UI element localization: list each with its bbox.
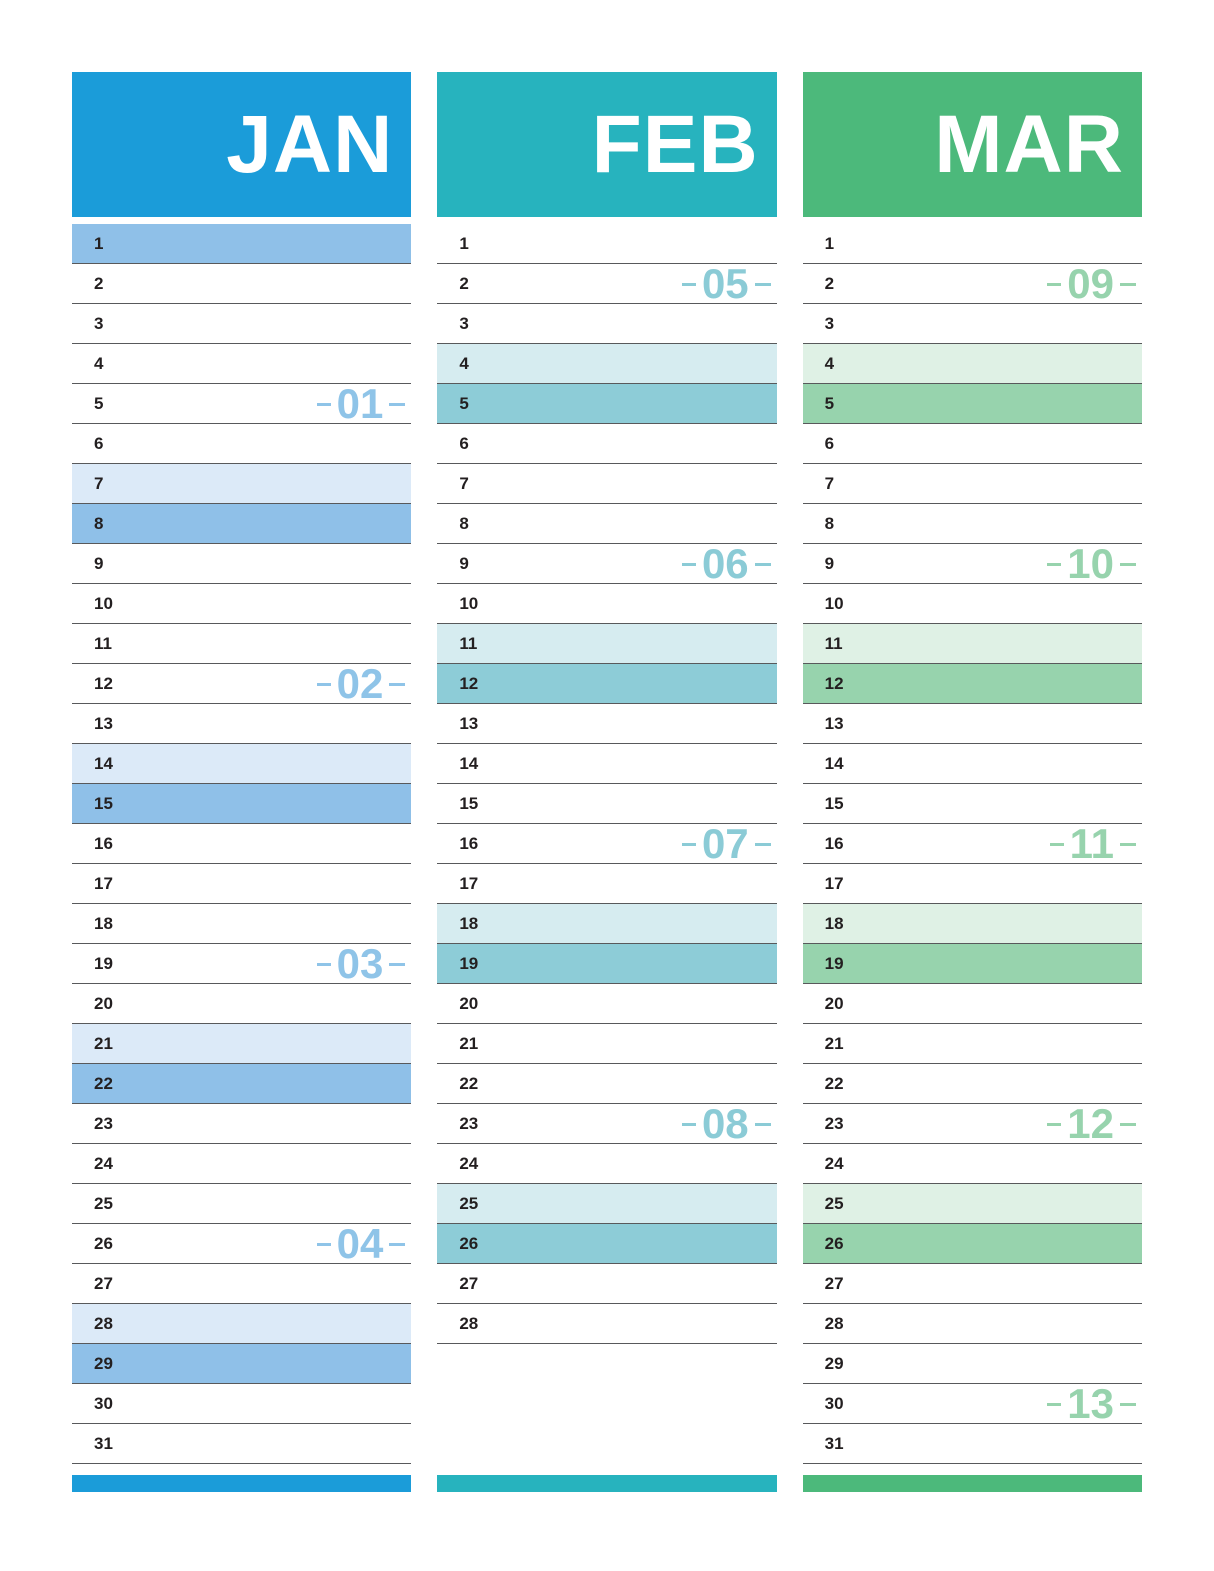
day-number: 22 [459,1074,479,1093]
day-number: 21 [824,1034,844,1053]
day-number: 12 [94,674,113,693]
month-footer-bar [72,1475,411,1492]
day-row[interactable] [803,540,1142,587]
day-row-highlight [803,1184,1142,1223]
day-row[interactable] [803,1144,1142,1184]
day-number: 1 [94,234,104,253]
day-number: 26 [94,1234,113,1253]
day-row[interactable] [803,1264,1142,1304]
day-number: 21 [459,1034,479,1053]
day-number: 10 [94,594,113,613]
day-list [437,224,776,1344]
day-row[interactable] [72,904,411,944]
day-number: 18 [824,914,844,933]
day-row[interactable] [72,704,411,744]
day-number: 21 [94,1034,113,1053]
day-number: 18 [94,914,113,933]
day-number: 19 [94,954,113,973]
day-row[interactable] [803,344,1142,384]
week-number: 13 [1067,1380,1114,1427]
day-row[interactable] [72,264,411,304]
day-row[interactable] [803,1380,1142,1427]
day-number: 4 [824,354,835,373]
day-row[interactable] [437,820,776,867]
day-row-highlight [437,1224,776,1263]
day-number: 20 [824,994,844,1013]
day-row-highlight [803,664,1142,703]
month-column-mar [803,72,1142,1492]
day-number: 5 [824,394,835,413]
day-row[interactable] [72,1184,411,1224]
week-number: 04 [336,1220,384,1267]
day-number: 14 [459,754,479,773]
day-row[interactable] [72,224,411,264]
day-row[interactable] [437,984,776,1024]
day-row[interactable] [72,304,411,344]
day-number: 15 [94,794,113,813]
day-row-highlight [437,904,776,943]
day-row-highlight [437,344,776,383]
day-number: 25 [94,1194,113,1213]
day-row[interactable] [437,260,776,307]
day-row[interactable] [803,384,1142,424]
day-row[interactable] [72,1064,411,1104]
day-row-highlight [803,944,1142,983]
day-row[interactable] [803,584,1142,624]
day-number: 29 [94,1354,113,1373]
day-row[interactable] [72,1304,411,1344]
day-row[interactable] [437,744,776,784]
day-number: 2 [459,274,469,293]
day-row[interactable] [72,984,411,1024]
day-row[interactable] [437,1264,776,1304]
day-row-highlight [72,504,411,543]
day-row[interactable] [437,1024,776,1064]
day-number: 17 [824,874,844,893]
day-number: 8 [824,514,835,533]
day-row-highlight [437,384,776,423]
day-row[interactable] [803,704,1142,744]
day-number: 28 [94,1314,113,1333]
day-row[interactable] [437,1144,776,1184]
week-number: 06 [701,540,749,587]
day-row[interactable] [72,380,411,427]
day-number: 9 [824,554,835,573]
month-name: FEB [591,98,759,190]
day-row-highlight [72,464,411,503]
day-number: 31 [94,1434,113,1453]
week-number: 08 [701,1100,749,1147]
day-row[interactable] [437,1224,776,1264]
day-number: 23 [459,1114,479,1133]
day-row[interactable] [72,1104,411,1144]
day-number: 27 [94,1274,113,1293]
day-number: 9 [94,554,104,573]
day-row[interactable] [72,424,411,464]
day-row[interactable] [437,1064,776,1104]
day-row[interactable] [803,504,1142,544]
day-row[interactable] [803,784,1142,824]
day-number: 25 [824,1194,844,1213]
day-number: 13 [824,714,844,733]
day-row[interactable] [803,944,1142,984]
day-row[interactable] [437,384,776,424]
day-row-highlight [72,1304,411,1343]
day-number: 22 [824,1074,844,1093]
day-number: 10 [824,594,844,613]
day-row[interactable] [72,624,411,664]
day-row[interactable] [803,864,1142,904]
day-row[interactable] [437,904,776,944]
day-number: 13 [459,714,479,733]
day-number: 14 [824,754,844,773]
day-row[interactable] [72,784,411,824]
day-number: 20 [459,994,479,1013]
week-number: 03 [336,940,384,987]
day-number: 15 [824,794,844,813]
day-number: 6 [824,434,835,453]
day-row[interactable] [72,744,411,784]
day-row[interactable] [72,824,411,864]
day-row[interactable] [437,504,776,544]
day-row[interactable] [72,1220,411,1267]
day-row[interactable] [437,540,776,587]
day-row[interactable] [803,1184,1142,1224]
day-row[interactable] [437,464,776,504]
day-row[interactable] [72,464,411,504]
day-number: 28 [824,1314,844,1333]
day-number: 27 [824,1274,844,1293]
day-row[interactable] [72,584,411,624]
month-footer-bar [803,1475,1142,1492]
day-number: 20 [94,994,113,1013]
day-row[interactable] [803,1064,1142,1104]
day-number: 31 [824,1434,844,1453]
day-number: 1 [824,234,835,253]
day-number: 9 [459,554,469,573]
day-number: 24 [459,1154,479,1173]
day-row-highlight [803,624,1142,663]
day-row[interactable] [803,904,1142,944]
day-row[interactable] [803,424,1142,464]
day-number: 26 [459,1234,479,1253]
day-row[interactable] [803,304,1142,344]
day-number: 3 [459,314,469,333]
month-header [803,72,1142,217]
day-number: 18 [459,914,479,933]
day-row[interactable] [437,344,776,384]
day-row-highlight [437,624,776,663]
day-row[interactable] [803,260,1142,307]
day-row[interactable] [803,820,1142,867]
week-number: 01 [336,380,384,427]
day-number: 24 [824,1154,844,1173]
day-number: 24 [94,1154,113,1173]
day-list [72,224,411,1464]
day-list [803,224,1142,1464]
day-row[interactable] [72,660,411,707]
day-number: 11 [459,634,478,653]
day-row-highlight [72,1064,411,1103]
day-number: 10 [459,594,479,613]
day-row[interactable] [803,1344,1142,1384]
day-number: 19 [824,954,844,973]
day-number: 23 [824,1114,844,1133]
day-row[interactable] [72,1144,411,1184]
day-number: 11 [94,634,112,653]
month-name: JAN [226,98,394,190]
day-row[interactable] [803,224,1142,264]
week-number: 12 [1067,1100,1114,1147]
day-row[interactable] [72,1264,411,1304]
day-number: 12 [824,674,844,693]
day-row[interactable] [803,1100,1142,1147]
day-row-highlight [803,904,1142,943]
day-row-highlight [72,784,411,823]
day-number: 6 [94,434,104,453]
day-number: 26 [824,1234,844,1253]
day-row[interactable] [437,1100,776,1147]
day-number: 3 [94,314,104,333]
day-number: 14 [94,754,113,773]
day-row[interactable] [72,1424,411,1464]
day-row[interactable] [437,944,776,984]
day-number: 5 [459,394,469,413]
day-row-highlight [72,1024,411,1063]
week-number: 11 [1069,820,1114,867]
day-row[interactable] [437,864,776,904]
month-footer-bar [437,1475,776,1492]
day-number: 7 [459,474,469,493]
day-row[interactable] [437,784,776,824]
day-number: 5 [94,394,104,413]
day-number: 16 [824,834,844,853]
day-row[interactable] [72,344,411,384]
week-number: 09 [1067,260,1114,307]
day-number: 23 [94,1114,113,1133]
day-row[interactable] [437,584,776,624]
day-row[interactable] [72,1384,411,1424]
month-header [437,72,776,217]
day-row[interactable] [803,464,1142,504]
week-number: 05 [701,260,749,307]
day-row[interactable] [437,1184,776,1224]
day-row-highlight [803,384,1142,423]
day-number: 1 [459,234,469,253]
day-row[interactable] [803,1024,1142,1064]
day-number: 25 [459,1194,479,1213]
day-row[interactable] [803,1224,1142,1264]
day-number: 16 [94,834,113,853]
day-row[interactable] [437,304,776,344]
day-row[interactable] [803,624,1142,664]
day-row[interactable] [437,664,776,704]
day-row-highlight [437,1184,776,1223]
month-name: MAR [934,98,1124,190]
day-row[interactable] [803,1424,1142,1464]
day-number: 30 [824,1394,844,1413]
day-row[interactable] [803,1304,1142,1344]
day-number: 8 [459,514,469,533]
day-row[interactable] [72,504,411,544]
day-row[interactable] [803,744,1142,784]
day-number: 12 [459,674,479,693]
day-row-highlight [72,1344,411,1383]
day-number: 11 [824,634,843,653]
day-number: 19 [459,954,479,973]
day-row[interactable] [72,940,411,987]
day-number: 2 [824,274,835,293]
week-number: 10 [1067,540,1114,587]
day-number: 6 [459,434,469,453]
day-number: 2 [94,274,104,293]
day-number: 8 [94,514,104,533]
day-number: 7 [94,474,104,493]
day-number: 17 [94,874,113,893]
day-number: 3 [824,314,835,333]
day-number: 30 [94,1394,113,1413]
day-row[interactable] [803,664,1142,704]
day-number: 22 [94,1074,113,1093]
day-row-highlight [72,224,411,263]
day-row-highlight [803,344,1142,383]
day-number: 29 [824,1354,844,1373]
day-row-highlight [72,744,411,783]
month-column-jan [72,72,411,1492]
week-number: 02 [336,660,384,707]
day-number: 28 [459,1314,479,1333]
day-row[interactable] [437,424,776,464]
day-row[interactable] [437,224,776,264]
month-header [72,72,411,217]
day-row-highlight [437,664,776,703]
day-number: 4 [459,354,469,373]
day-number: 13 [94,714,113,733]
day-row-highlight [437,944,776,983]
day-row[interactable] [803,984,1142,1024]
day-number: 7 [824,474,835,493]
day-row[interactable] [72,1024,411,1064]
day-row-highlight [803,1224,1142,1263]
day-number: 17 [459,874,479,893]
day-number: 16 [459,834,479,853]
day-row[interactable] [72,544,411,584]
day-row[interactable] [437,704,776,744]
day-row[interactable] [437,1304,776,1344]
month-column-feb [437,72,776,1492]
day-row[interactable] [437,624,776,664]
week-number: 07 [701,820,749,867]
day-row[interactable] [72,864,411,904]
day-number: 15 [459,794,479,813]
month-columns [72,72,1142,1492]
day-number: 27 [459,1274,479,1293]
day-number: 4 [94,354,104,373]
day-row[interactable] [72,1344,411,1384]
